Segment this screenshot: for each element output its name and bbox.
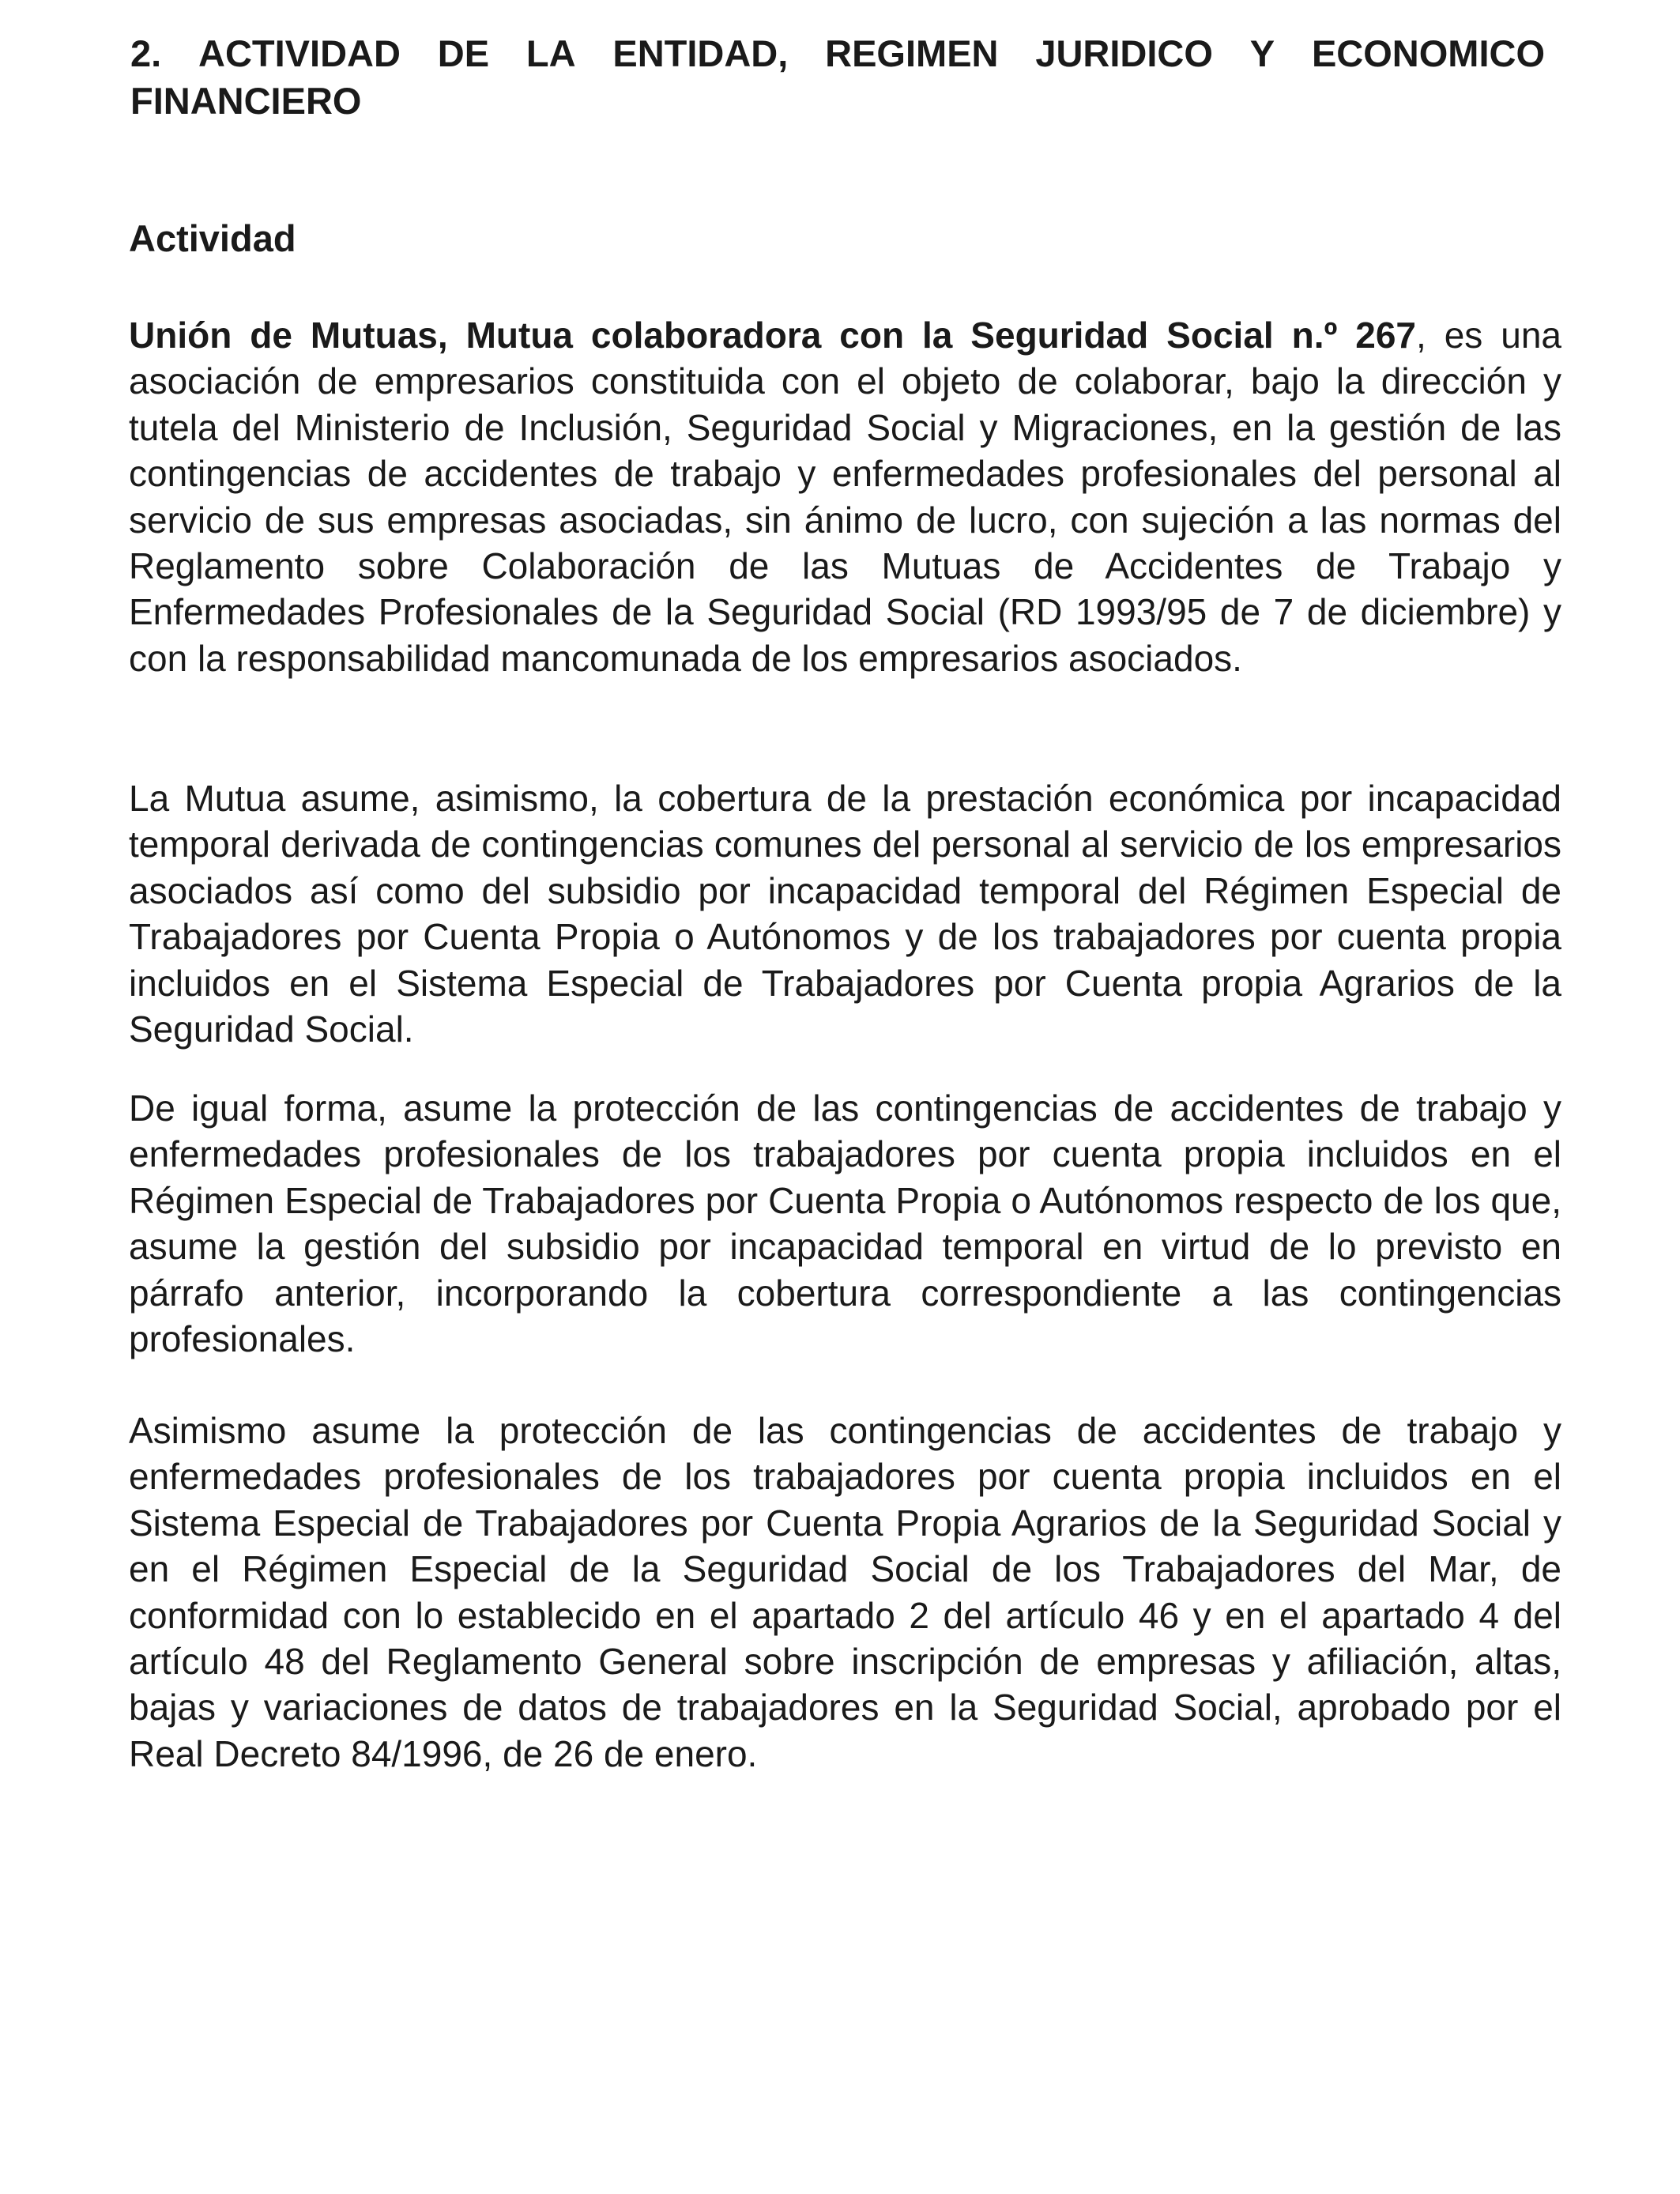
paragraph-self-employed-protection: De igual forma, asume la protección de las contingencias de accidentes de trabajo y enfermedades profesionales de los trabajadores por cuenta propia incluidos en el Régimen Especial de Trabajadores por Cuenta Propia o Autónomos respecto de los que, asume la gestión del subsidio por incapacidad temporal en virtud de lo previsto en párrafo anterior, incorporando la cobertura correspondiente a las contingencias profesionales.: [129, 1088, 1561, 1360]
heading-word: DE: [437, 32, 490, 74]
heading-word: JURIDICO: [1035, 32, 1213, 74]
heading-line-2: FINANCIERO: [130, 80, 362, 122]
heading-word: ECONOMICO: [1311, 32, 1545, 74]
heading-line-1: [130, 30, 1545, 77]
subsection-title: Actividad: [129, 217, 296, 259]
paragraph-entity-description: [129, 312, 1561, 681]
heading-word: LA: [525, 32, 576, 74]
entity-name: Unión de Mutuas, Mutua colaboradora con la Seguridad Social n.º 267: [129, 315, 1416, 356]
heading-number: 2.: [130, 32, 162, 74]
section-heading: [130, 30, 1545, 125]
paragraph-text: , es una asociación de empresarios constituida con el objeto de colaborar, bajo la dirección y tutela del Ministerio de Inclusión, Seguridad Social y Migraciones, en la gestión de las contingencias de accidentes de trabajo y enfermedades profesionales del personal al servicio de sus empresas asociadas, sin ánimo de lucro, con sujeción a las normas del Reglamento sobre Colaboración de las Mutuas de Accidentes de Trabajo y Enfermedades Profesionales de la Seguridad Social (RD 1993/95 de 7 de diciembre) y con la responsabilidad mancomunada de los empresarios asociados.: [129, 315, 1561, 679]
heading-word: ACTIVIDAD: [198, 32, 401, 74]
paragraph-temporary-incapacity: La Mutua asume, asimismo, la cobertura de la prestación económica por incapacidad temporal derivada de contingencias comunes del personal al servicio de los empresarios asociados así como del subsidio por incapacidad temporal del Régimen Especial de Trabajadores por Cuenta Propia o Autónomos y de los trabajadores por cuenta propia incluidos en el Sistema Especial de Trabajadores por Cuenta propia Agrarios de la Seguridad Social.: [129, 778, 1561, 1050]
paragraph-agrarian-sea-workers: Asimismo asume la protección de las contingencias de accidentes de trabajo y enfermedades profesionales de los trabajadores por cuenta propia incluidos en el Sistema Especial de Trabajadores por Cuenta Propia Agrarios de la Seguridad Social y en el Régimen Especial de la Seguridad Social de los Trabajadores del Mar, de conformidad con lo establecido en el apartado 2 del artículo 46 y en el apartado 4 del artículo 48 del Reglamento General sobre inscripción de empresas y afiliación, altas, bajas y variaciones de datos de trabajadores en la Seguridad Social, aprobado por el Real Decreto 84/1996, de 26 de enero.: [129, 1410, 1561, 1774]
heading-word: ENTIDAD,: [612, 32, 789, 74]
heading-word: REGIMEN: [825, 32, 999, 74]
heading-word: Y: [1249, 32, 1275, 74]
